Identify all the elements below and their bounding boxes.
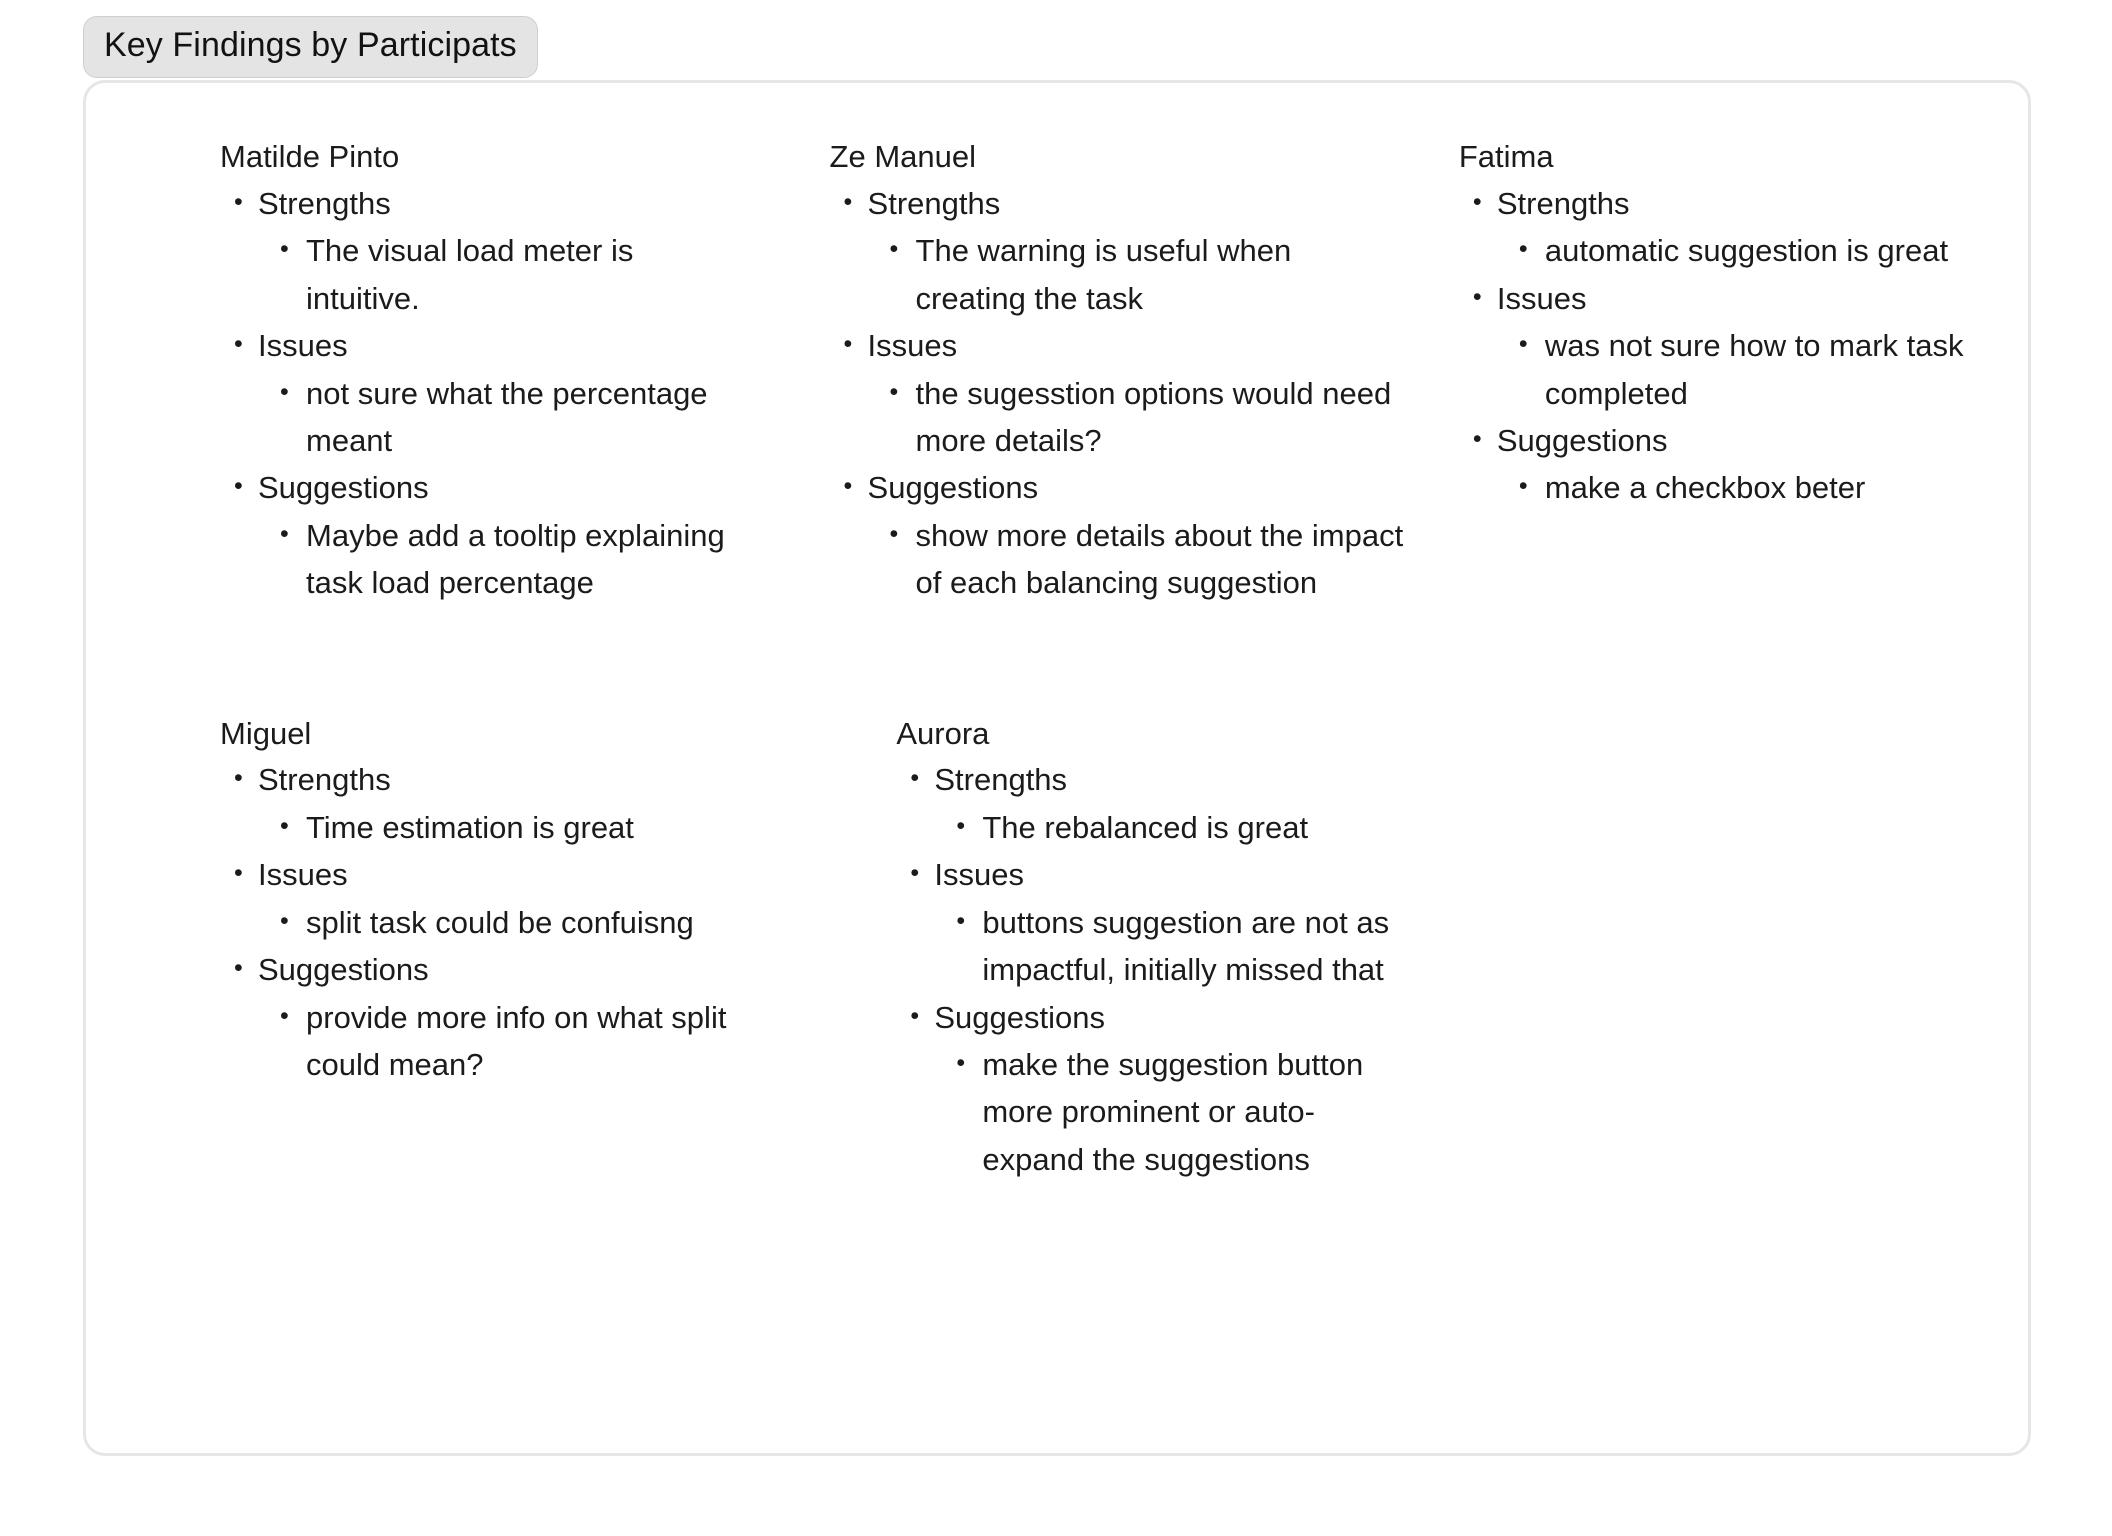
category-issues	[258, 322, 756, 464]
list-item	[306, 994, 754, 1089]
participant-name: Miguel	[220, 715, 312, 751]
category-issues	[868, 322, 1407, 464]
list-item-text: • The rebalanced is great	[982, 809, 1309, 845]
list-item	[982, 1041, 1408, 1183]
participant-block-ze-manuel	[780, 138, 1431, 607]
participant-category-list	[830, 180, 1407, 607]
list-item-text: • split task could be confuisng	[306, 904, 694, 940]
list-item-text: • make the suggestion button more prominent or auto-expand the suggestions	[982, 1046, 1364, 1177]
category-item-list	[868, 227, 1407, 322]
list-item-text: • was not sure how to mark task completed	[1544, 328, 1964, 411]
category-label: • Suggestions	[1496, 422, 1668, 458]
category-label: • Issues	[934, 857, 1024, 893]
list-item	[306, 899, 754, 946]
list-item	[1545, 464, 1964, 511]
participant-block-fatima	[1431, 138, 1988, 512]
list-item	[916, 227, 1407, 322]
list-item	[982, 804, 1408, 851]
list-item-text: • provide more info on what split could mean?	[306, 999, 727, 1082]
category-label: • Suggestions	[258, 470, 429, 506]
category-item-list	[934, 1041, 1408, 1183]
list-item-text: • The warning is useful when creating the task	[915, 233, 1292, 316]
category-item-list	[258, 899, 754, 946]
list-item	[982, 899, 1408, 994]
list-item-text: • Maybe add a tooltip explaining task load percentage	[306, 517, 725, 601]
list-item	[916, 512, 1407, 607]
category-label: • Suggestions	[258, 952, 429, 988]
findings-card	[83, 80, 2031, 1456]
category-label: • Issues	[258, 857, 348, 893]
category-item-list	[1497, 464, 1964, 511]
category-label: • Issues	[258, 328, 348, 364]
participant-name: Aurora	[896, 715, 990, 751]
category-suggestions	[1497, 417, 1964, 512]
findings-card-content	[86, 83, 2028, 1453]
list-item-text: • the sugesstion options would need more details?	[915, 375, 1392, 458]
participant-name: Fatima	[1458, 139, 1554, 174]
list-item	[916, 370, 1407, 465]
list-item	[306, 804, 754, 851]
list-item-text: • not sure what the percentage meant	[306, 375, 708, 458]
category-issues	[1497, 275, 1964, 417]
participant-category-list	[220, 756, 754, 1088]
category-label: • Suggestions	[934, 999, 1105, 1035]
category-item-list	[258, 512, 756, 607]
category-label: • Suggestions	[867, 470, 1039, 506]
participant-category-list	[220, 180, 756, 607]
category-label: • Issues	[1496, 280, 1587, 316]
category-item-list	[258, 994, 754, 1089]
list-item-text: • Time estimation is great	[306, 809, 634, 845]
category-item-list	[934, 804, 1408, 851]
list-item	[306, 370, 756, 465]
participant-name: Matilde Pinto	[220, 139, 400, 174]
category-suggestions	[258, 946, 754, 1088]
category-issues	[258, 851, 754, 946]
category-suggestions	[868, 464, 1407, 606]
category-item-list	[258, 370, 756, 465]
participant-block-miguel	[126, 715, 778, 1089]
page-title-chip: Key Findings by Participats	[83, 16, 538, 78]
category-issues	[934, 851, 1408, 993]
category-item-list	[1497, 227, 1964, 274]
category-item-list	[868, 512, 1407, 607]
category-item-list	[258, 227, 756, 322]
category-label: • Issues	[867, 328, 958, 364]
participant-block-aurora	[778, 715, 1432, 1184]
list-item-text: • automatic suggestion is great	[1544, 233, 1949, 269]
category-strengths	[868, 180, 1407, 322]
category-label: • Strengths	[258, 762, 391, 798]
category-item-list	[258, 804, 754, 851]
category-suggestions	[934, 994, 1408, 1184]
category-item-list	[934, 899, 1408, 994]
participant-name: Ze Manuel	[829, 139, 976, 174]
participant-category-list	[1459, 180, 1964, 512]
list-item-text: • make a checkbox beter	[1544, 470, 1866, 506]
category-label: • Strengths	[934, 762, 1068, 798]
category-suggestions	[258, 464, 756, 606]
participants-row-1	[126, 138, 1988, 607]
category-label: • Strengths	[1496, 185, 1630, 221]
category-item-list	[1497, 322, 1964, 417]
category-strengths	[258, 180, 756, 322]
list-item-text: • buttons suggestion are not as impactful, initially missed that	[982, 904, 1390, 988]
participants-row-2	[126, 715, 1988, 1184]
participant-block-matilde-pinto	[126, 138, 780, 607]
list-item	[1545, 227, 1964, 274]
list-item-text: • The visual load meter is intuitive.	[306, 233, 634, 316]
list-item	[1545, 322, 1964, 417]
list-item	[306, 227, 756, 322]
participant-category-list	[896, 756, 1408, 1183]
list-item	[306, 512, 756, 607]
list-item-text: • show more details about the impact of each balancing suggestion	[915, 517, 1404, 601]
category-label: • Strengths	[867, 185, 1001, 221]
category-label: • Strengths	[258, 185, 391, 221]
category-strengths	[1497, 180, 1964, 275]
category-item-list	[868, 370, 1407, 465]
category-strengths	[934, 756, 1408, 851]
category-strengths	[258, 756, 754, 851]
